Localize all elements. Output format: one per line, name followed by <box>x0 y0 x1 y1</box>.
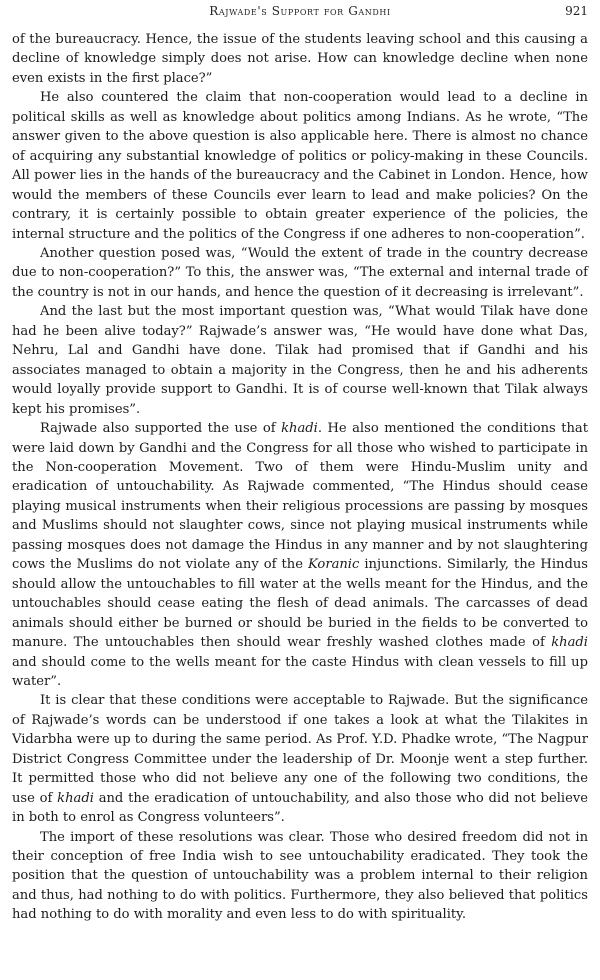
italic-term: khadi <box>551 635 588 651</box>
italic-term: Koranic <box>308 557 360 573</box>
text-run: Rajwade also supported the use of <box>40 421 282 437</box>
paragraph: The import of these resolutions was clear. Those who desired freedom did not in their conception of free India wish to see untouchability eradicated. They took the position that the question of untouchability was a problem internal to their religion and thus, had nothing to do with politics. Furthermore, they also believed that politics had nothing to do with morality and even less to do with spirituality. <box>12 829 588 923</box>
italic-term: khadi <box>57 790 94 806</box>
text-run: It is clear that these conditions were acceptable to Rajwade. But the significance of Rajwade’s words can be understood if one takes a look at what the Tilakites in Vidarbha were up to during the same period. As Prof. Y.D. Phadke wrote, “The Nagpur District Congress Committee under the leadership of Dr. Moonje went a step further. It permitted those who did not believe any one of the following two conditions, the use of <box>12 693 588 806</box>
text-run: and should come to the wells meant for the caste Hindus with clean vessels to fill up water”. <box>12 654 588 689</box>
paragraph: He also countered the claim that non-cooperation would lead to a decline in political skills as well as knowledge about politics among Indians. As he wrote, “The answer given to the above question is also applicable here. There is almost no chance of acquiring any substantial knowledge of politics or policy-making in these Councils. All power lies in the hands of the bureaucracy and the Cabinet in London. Hence, how would the members of these Councils ever learn to lead and make policies? On the contrary, it is certainly possible to obtain greater experience of the policies, the internal structure and the politics of the Congress if one adheres to non-cooperation”. <box>12 90 588 242</box>
body-text <box>12 30 588 925</box>
text-run: and the eradication of untouchability, and also those who did not believe in both to enrol as Congress volunteers”. <box>12 790 588 826</box>
text-run: . He also mentioned the conditions that were laid down by Gandhi and the Congress for all those who wished to participate in the Non-cooperation Movement. Two of them were Hindu-Muslim unity and eradication of untouchability. As Rajwade commented, “The Hindus should cease playing musical instruments when their religious processions are passing by mosques and Muslims should not slaughter cows, since not playing musical instruments while passing mosques does not damage the Hindus in any manner and by not slaughtering cows the Muslims do not violate any of the <box>12 421 588 573</box>
paragraph <box>12 691 588 827</box>
paragraph: And the last but the most important question was, “What would Tilak have done had he been alive today?” Rajwade’s answer was, “He would have done what Das, Nehru, Lal and Gandhi have done. Tilak had promised that if Gandhi and his associates managed to obtain a majority in the Congress, then he and his adherents would loyally provide support to Gandhi. It is of course well-known that Tilak always kept his promises”. <box>12 304 588 417</box>
text-run: injunctions. Similarly, the Hindus should allow the untouchables to fill water at the wells meant for the Hindus, and the untouchables should cease eating the flesh of dead animals. The carcasses of dead animals should either be burned or should be buried in the fields to be converted to manure. The untouchables then should wear freshly washed clothes made of <box>12 557 589 651</box>
page-header <box>12 0 588 30</box>
page-number: 921 <box>565 4 588 18</box>
running-title: Rajwade's Support for Gandhi <box>209 4 391 18</box>
paragraph: Another question posed was, “Would the extent of trade in the country decrease due to non-cooperation?” To this, the answer was, “The external and internal trade of the country is not in our hands, and hence the question of it decreasing is irrelevant”. <box>12 245 588 300</box>
paragraph <box>12 419 588 691</box>
italic-term: khadi <box>281 421 318 437</box>
paragraph: of the bureaucracy. Hence, the issue of the students leaving school and this causing a decline of knowledge simply does not arise. How can knowledge decline when none even exists in the first place?” <box>12 32 588 86</box>
